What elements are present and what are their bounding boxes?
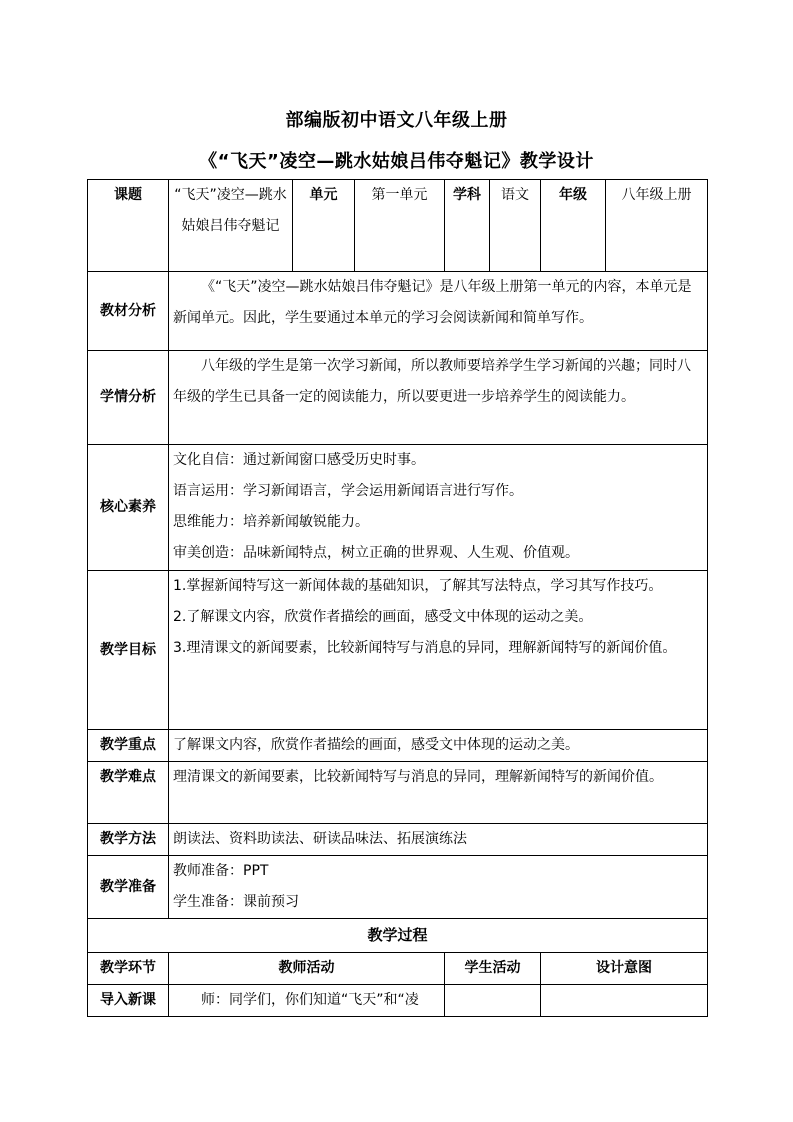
subject-label: 学科 <box>445 180 490 272</box>
table-row <box>88 824 708 856</box>
intro-teacher-activity: 师：同学们，你们知道“飞天”和“凌 <box>169 985 445 1017</box>
col-step-header: 教学环节 <box>88 953 169 985</box>
lesson-plan-table <box>87 179 708 1017</box>
table-row <box>88 180 708 272</box>
difficulty-label: 教学难点 <box>88 762 169 824</box>
preparation-label: 教学准备 <box>88 856 169 919</box>
col-student-header: 学生活动 <box>445 953 541 985</box>
material-analysis-label: 教材分析 <box>88 272 169 351</box>
intro-step: 导入新课 <box>88 985 169 1017</box>
material-analysis-text: 《“飞天”凌空—跳水姑娘吕伟夺魁记》是八年级上册第一单元的内容，本单元是新闻单元。因此，学生要通过本单元的学习会阅读新闻和简单写作。 <box>169 272 708 351</box>
teaching-goal-item: 1.掌握新闻特写这一新闻体裁的基础知识，了解其写法特点，学习其写作技巧。 <box>173 578 663 594</box>
table-row <box>88 351 708 445</box>
methods-text: 朗读法、资料助读法、研读品味法、拓展演练法 <box>169 824 708 856</box>
grade-value: 八年级上册 <box>606 180 708 272</box>
table-row <box>88 730 708 762</box>
student-analysis-text: 八年级的学生是第一次学习新闻，所以教师要培养学生学习新闻的兴趣；同时八年级的学生已具备一定的阅读能力，所以要更进一步培养学生的阅读能力。 <box>169 351 708 445</box>
table-row <box>88 762 708 824</box>
core-literacy-line: 文化自信：通过新闻窗口感受历史时事。 <box>173 452 425 468</box>
preparation-line: 教师准备：PPT <box>173 863 269 879</box>
unit-value: 第一单元 <box>355 180 445 272</box>
col-intent-header: 设计意图 <box>541 953 708 985</box>
grade-label: 年级 <box>541 180 606 272</box>
table-row <box>88 272 708 351</box>
intro-design-intent <box>541 985 708 1017</box>
col-teacher-header: 教师活动 <box>169 953 445 985</box>
student-analysis-label: 学情分析 <box>88 351 169 445</box>
document-subtitle: 《“飞天”凌空—跳水姑娘吕伟夺魁记》教学设计 <box>199 151 594 172</box>
methods-label: 教学方法 <box>88 824 169 856</box>
key-point-text: 了解课文内容，欣赏作者描绘的画面，感受文中体现的运动之美。 <box>169 730 708 762</box>
table-row <box>88 953 708 985</box>
process-title: 教学过程 <box>88 919 708 953</box>
difficulty-text: 理清课文的新闻要素，比较新闻特写与消息的异同，理解新闻特写的新闻价值。 <box>169 762 708 824</box>
core-literacy-label: 核心素养 <box>88 445 169 571</box>
preparation-text <box>169 856 708 919</box>
document-title: 部编版初中语文八年级上册 <box>285 110 508 131</box>
teaching-goals-label: 教学目标 <box>88 571 169 730</box>
table-row <box>88 919 708 953</box>
teaching-goals-text <box>169 571 708 730</box>
course-value: “飞天”凌空—跳水姑娘吕伟夺魁记 <box>169 180 293 272</box>
core-literacy-line: 审美创造：品味新闻特点，树立正确的世界观、人生观、价值观。 <box>173 545 579 561</box>
table-row <box>88 571 708 730</box>
core-literacy-line: 语言运用：学习新闻语言，学会运用新闻语言进行写作。 <box>173 483 523 499</box>
unit-label: 单元 <box>293 180 355 272</box>
course-label: 课题 <box>88 180 169 272</box>
core-literacy-text <box>169 445 708 571</box>
teaching-goal-item: 2.了解课文内容，欣赏作者描绘的画面，感受文中体现的运动之美。 <box>173 609 593 625</box>
preparation-line: 学生准备：课前预习 <box>173 894 299 910</box>
teaching-goal-item: 3.理清课文的新闻要素，比较新闻特写与消息的异同，理解新闻特写的新闻价值。 <box>173 640 677 656</box>
table-row <box>88 985 708 1017</box>
table-row <box>88 445 708 571</box>
subject-value: 语文 <box>490 180 541 272</box>
key-point-label: 教学重点 <box>88 730 169 762</box>
core-literacy-line: 思维能力：培养新闻敏锐能力。 <box>173 514 369 530</box>
table-row <box>88 856 708 919</box>
intro-student-activity <box>445 985 541 1017</box>
